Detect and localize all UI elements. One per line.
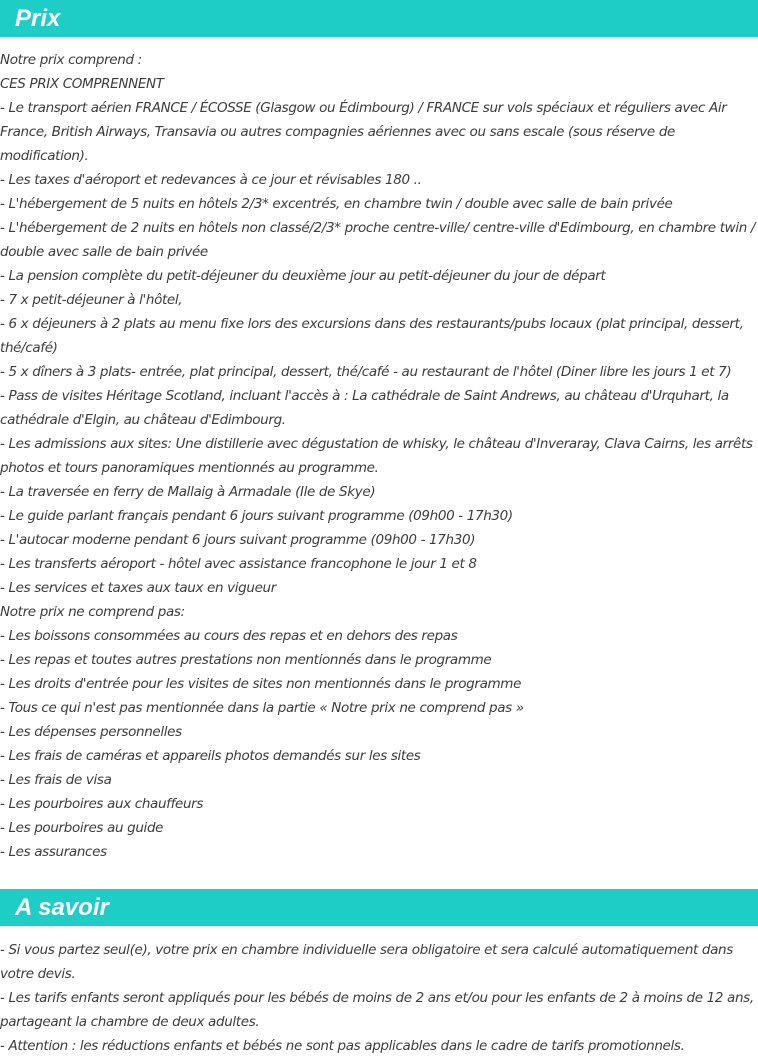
included-item-transfers: - Les transferts aéroport - hôtel avec assistance francophone le jour 1 et 8 — [0, 556, 477, 572]
included-item-hotel-2-nights: - L'hébergement de 2 nuits en hôtels non classé/2/3* proche centre-ville/ centre-ville d'Edimbourg, en chambre twin / double avec salle de bain privée — [0, 220, 756, 260]
excluded-item-camera-fees: - Les frais de caméras et appareils photos demandés sur les sites — [0, 748, 421, 764]
excluded-item-visa: - Les frais de visa — [0, 772, 112, 788]
included-item-dinners: - 5 x dîners à 3 plats- entrée, plat principal, dessert, thé/café - au restaurant de l'hôtel (Diner libre les jours 1 et 7) — [0, 364, 732, 380]
included-item-lunches: - 6 x déjeuners à 2 plats au menu fixe lors des excursions dans des restaurants/pubs locaux (plat principal, dessert, thé/café) — [0, 316, 744, 356]
included-item-breakfasts: - 7 x petit-déjeuner à l'hôtel, — [0, 292, 183, 308]
included-item-transport: - Le transport aérien FRANCE / ÉCOSSE (Glasgow ou Édimbourg) / FRANCE sur vols spéciaux et réguliers avec Air France, British Airways, Transavia ou autres compagnies aériennes avec ou sans escale (sous réserve de modification). — [0, 100, 727, 164]
excluded-item-not-mentioned: - Tous ce qui n'est pas mentionnée dans la partie « Notre prix ne comprend pas » — [0, 700, 524, 716]
included-item-full-board: - La pension complète du petit-déjeuner du deuxième jour au petit-déjeuner du jour de départ — [0, 268, 606, 284]
prix-excluded-heading: Notre prix ne comprend pas: — [0, 604, 185, 620]
excluded-item-drinks: - Les boissons consommées au cours des repas et en dehors des repas — [0, 628, 458, 644]
excluded-item-insurance: - Les assurances — [0, 844, 107, 860]
included-item-ferry: - La traversée en ferry de Mallaig à Armadale (Ile de Skye) — [0, 484, 376, 500]
excluded-item-guide-tips: - Les pourboires au guide — [0, 820, 164, 836]
included-item-taxes: - Les taxes d'aéroport et redevances à ce jour et révisables 180 .. — [0, 172, 422, 188]
included-item-heritage-pass: - Pass de visites Héritage Scotland, incluant l'accès à : La cathédrale de Saint Andrews, au château d'Urquhart, la cathédrale d'Elgin, au château d'Edimbourg. — [0, 388, 729, 428]
savoir-content — [0, 926, 758, 1058]
savoir-item-child-rates: - Les tarifs enfants seront appliqués pour les bébés de moins de 2 ans et/ou pour les enfants de 2 à moins de 12 ans, partageant la chambre de deux adultes. — [0, 990, 754, 1030]
excluded-item-meals: - Les repas et toutes autres prestations non mentionnés dans le programme — [0, 652, 492, 668]
savoir-item-promo-warning: - Attention : les réductions enfants et bébés ne sont pas applicables dans le cadre de tarifs promotionnels. — [0, 1038, 685, 1054]
excluded-item-driver-tips: - Les pourboires aux chauffeurs — [0, 796, 204, 812]
included-item-services: - Les services et taxes aux taux en vigueur — [0, 580, 276, 596]
included-item-coach: - L'autocar moderne pendant 6 jours suivant programme (09h00 - 17h30) — [0, 532, 476, 548]
prix-title: Prix — [15, 5, 61, 32]
included-item-guide: - Le guide parlant français pendant 6 jours suivant programme (09h00 - 17h30) — [0, 508, 513, 524]
prix-header — [0, 0, 758, 37]
prix-intro: Notre prix comprend : — [0, 52, 142, 68]
savoir-item-single-room: - Si vous partez seul(e), votre prix en chambre individuelle sera obligatoire et sera calculé automatiquement dans votre devis. — [0, 942, 733, 982]
prix-included-heading: CES PRIX COMPRENNENT — [0, 76, 164, 92]
savoir-title: A savoir — [15, 894, 109, 921]
savoir-header — [0, 889, 758, 926]
prix-content — [0, 37, 758, 864]
savoir-section — [0, 889, 758, 1058]
excluded-item-personal-expenses: - Les dépenses personnelles — [0, 724, 182, 740]
excluded-item-entry-fees: - Les droits d'entrée pour les visites de sites non mentionnés dans le programme — [0, 676, 522, 692]
included-item-admissions: - Les admissions aux sites: Une distillerie avec dégustation de whisky, le château d'Inveraray, Clava Cairns, les arrêts photos et tours panoramiques mentionnés au programme. — [0, 436, 753, 476]
included-item-hotel-5-nights: - L'hébergement de 5 nuits en hôtels 2/3* excentrés, en chambre twin / double avec salle de bain privée — [0, 196, 673, 212]
